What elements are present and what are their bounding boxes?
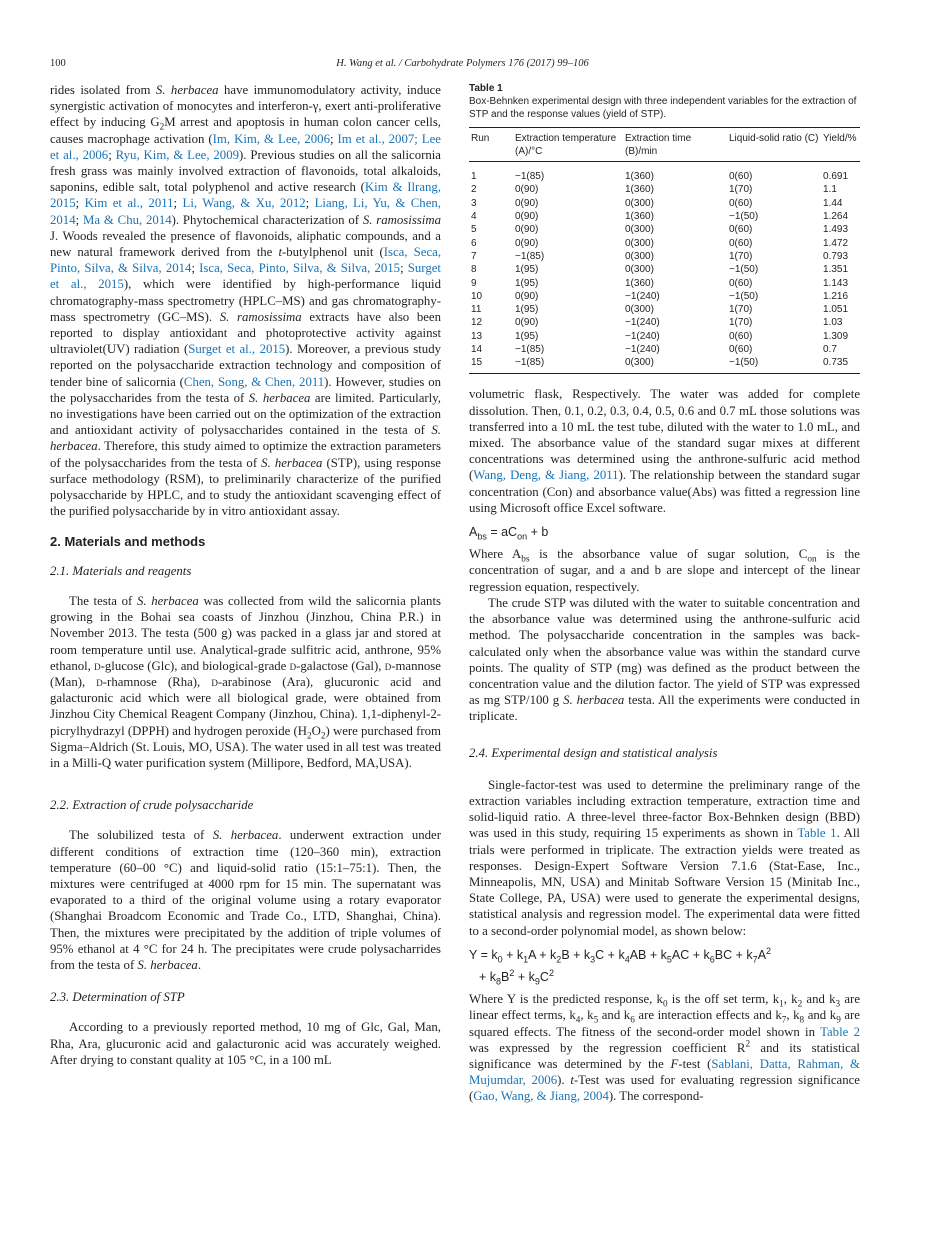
- cell-temperature: 0(90): [515, 211, 539, 223]
- equation-polynomial: [469, 947, 860, 985]
- cell-ratio: −1(50): [729, 211, 759, 223]
- cell-ratio: 0(60): [729, 224, 753, 236]
- equation-2-explanation: Where Y is the predicted response, $k_0$ is the off set term, $k_1$, $k_2$ and $k_3$ are linear effect terms, $k_4$, $k_5$ and $k_6$ are interaction effects and $k_7$, $k_8$ and $k_9$ are squared effects. The fitness of the second-order model shown in Table 2 was expressed by the regression coefficient $R^2$ and its statistical significance was determined by the F-test (Sablani, Datta, Rahman, & Mujumdar, 2006). t-Test was used for evaluating regression significance (Gao, Wang, & Jiang, 2004). The correspond-: [469, 992, 860, 1104]
- table-row: [469, 210, 860, 223]
- running-head: H. Wang et al. / Carbohydrate Polymers 176 (2017) 99–106: [336, 58, 589, 69]
- header-ratio: Liquid-solid ratio (C): [729, 133, 819, 144]
- cell-run: 11: [471, 304, 482, 316]
- cell-yield: 1.309: [823, 330, 849, 342]
- cell-yield: 0.735: [823, 357, 849, 369]
- cell-ratio: 0(60): [729, 344, 753, 355]
- cell-ratio: 0(60): [729, 237, 753, 249]
- cell-ratio: −1(50): [729, 264, 759, 276]
- cell-yield: 1.264: [823, 211, 849, 223]
- determination-paragraph: According to a previously reported method, 10 mg of Glc, Gal, Man, Rha, Ara, glucuronic acid and galacturonic acid was accurately weighed. After drying to constant quality at 105 °C, in a 100 mL: [50, 1020, 441, 1067]
- table-row: [469, 290, 860, 303]
- cell-temperature: 0(90): [515, 290, 539, 302]
- cell-run: 7: [471, 250, 477, 262]
- table-row: [469, 276, 860, 289]
- cell-time: 1(360): [625, 277, 654, 289]
- cell-temperature: 1(95): [515, 277, 539, 289]
- header-temperature: Extraction temperature (A)/°C: [515, 133, 617, 157]
- cell-yield: 1.472: [823, 237, 849, 249]
- section-2-1-heading: 2.1. Materials and reagents: [50, 563, 192, 578]
- cell-time: 1(360): [625, 171, 654, 183]
- cell-time: 0(300): [625, 224, 654, 236]
- cell-time: 0(300): [625, 237, 654, 249]
- cell-temperature: −1(85): [515, 250, 545, 262]
- cell-ratio: 0(60): [729, 277, 753, 289]
- cell-temperature: 1(95): [515, 264, 539, 276]
- cell-time: −1(240): [625, 344, 660, 355]
- equation-line-1: $Y = k_0 + k_1A + k_2B + k_3C + k_4AB + k_5AC + k_6BC + k_7A^2$: [469, 945, 772, 965]
- cell-temperature: 0(90): [515, 184, 539, 196]
- cell-ratio: 0(60): [729, 171, 753, 183]
- equation-absorbance: $A_{bs} = aC_{on} + b$: [469, 525, 549, 542]
- table-row: [469, 316, 860, 329]
- table-row: [469, 356, 860, 374]
- cell-run: 10: [471, 290, 483, 302]
- header-yield: Yield/%: [823, 133, 857, 144]
- cell-temperature: −1(85): [515, 344, 545, 355]
- page-number: 100: [50, 58, 66, 69]
- section-2-2-heading: 2.2. Extraction of crude polysaccharide: [50, 798, 254, 813]
- table-1: [469, 82, 860, 374]
- materials-paragraph: The testa of S. herbacea was collected from wild the salicornia plants growing in the Bohai sea coasts of Jinzhou (Jinzhou, China P.R.) in November 2013. The testa (500 g) was packed in a glass jar and stored at room temperature until use. Analytical-grade sulfitric acid, anthrone, 95% ethanol, d-glucose (Glc), and biological-grade d-galactose (Gal), d-mannose (Man), d-rhamnose (Rha), d-arabinose (Ara), glucuronic acid and galacturonic acid which were all biological grade, were obtained from Jinzhou City Chemical Reagent Company (Jinzhou, China). 1,1-diphenyl-2-picrylhydrazyl (DPPH) and hydrogen peroxide $(H_2O_2)$ were purchased from Sigma–Aldrich (St. Louis, MO, USA). The water used in all test was treated in a Milli-Q water purification system (Millipore, Bedford, MA,USA).: [50, 593, 441, 770]
- cell-yield: 1.051: [823, 304, 849, 316]
- intro-paragraph: rides isolated from S. herbacea have immunomodulatory activity, induce synergistic activation of monocytes and interferon-γ, exert anti-proliferative effect by inducing $G_2M$ arrest and apoptosis in human colon cancer cells, causes macrophage activation (Im, Kim, & Lee, 2006; Im et al., 2007; Lee et al., 2006; Ryu, Kim, & Lee, 2009). Previous studies on all the salicornia fresh grass was mainly involved extraction of flavonoids, total alkaloids, saponins, edible salt, total polyphenol and active research (Kim & Ilrang, 2015; Kim et al., 2011; Li, Wang, & Xu, 2012; Liang, Li, Yu, & Chen, 2014; Ma & Chu, 2014). Phytochemical characterization of S. ramosissima J. Woods revealed the presence of flavonoids, aliphatic compounds, and a new natural framework derived from the t-butylphenol unit (Isca, Seca, Pinto, Silva, & Silva, 2014; Isca, Seca, Pinto, Silva, & Silva, 2015; Surget et al., 2015), which were identified by high-performance liquid chromatography-mass spectrometry (HPLC–MS) and gas chromatography-mass spectrometry (GC–MS). S. ramosissima extracts have also been reported to display antioxidant and photoprotective activity against ultraviolet(UV) radiation (Surget et al., 2015). Moreover, a previous study reported on the polysaccharide extraction technology and composition of tender bine of salicornia (Chen, Song, & Chen, 2011). However, studies on the polysaccharides from the testa of S. herbacea are limited. Particularly, no investigations have been carried out on the optimization of the extraction and antioxidant activity of polysaccharides contained in the testa of S. herbacea. Therefore, this study aimed to optimize the extraction parameters of the polysaccharides from the testa of S. herbacea (STP), using response surface methodology (RSM), to preliminarily characterize of the purified polysaccharide by HPLC, and to study the antioxidant scavenging effect of the purified polysaccharide by in vitro antioxidant assay.: [50, 83, 442, 519]
- section-2-3-heading: 2.3. Determination of STP: [50, 990, 185, 1005]
- cell-run: 4: [471, 211, 477, 223]
- table-body: [469, 162, 860, 374]
- cell-ratio: 1(70): [729, 317, 753, 329]
- cell-ratio: 0(60): [729, 330, 753, 342]
- cell-time: 1(360): [625, 211, 654, 223]
- cell-ratio: 1(70): [729, 184, 753, 196]
- cell-run: 15: [471, 357, 483, 369]
- standard-curve-paragraph: volumetric flask, Respectively. The water was added for complete dissolution. Then, 0.1, 0.2, 0.3, 0.4, 0.5, 0.6 and 0.7 mL those solutions was transferred into a 10 mL the test tube, diluted with the water to 1.0 mL, and mixed. The absorbance value of the standard sugar mixes at different concentrations was determined using the anthrone-sulfuric acid method (Wang, Deng, & Jiang, 2011). The relationship between the standard sugar concentration (Con) and absorbance value(Abs) was fitted a regression line using Microsoft office Excel software.: [469, 387, 860, 515]
- table-label: Table 1: [469, 83, 503, 94]
- cell-time: 0(300): [625, 304, 654, 316]
- cell-temperature: 0(90): [515, 317, 539, 329]
- cell-ratio: −1(50): [729, 290, 759, 302]
- cell-yield: 1.351: [823, 264, 849, 276]
- cell-yield: 1.1: [823, 184, 837, 196]
- left-column: [50, 82, 441, 1068]
- cell-temperature: 1(95): [515, 330, 539, 342]
- cell-yield: 1.44: [823, 197, 843, 209]
- table-caption: Box-Behnken experimental design with three independent variables for the extraction of STP and the response values (yield of STP).: [469, 96, 857, 120]
- cell-time: 0(300): [625, 197, 654, 209]
- cell-temperature: −1(85): [515, 171, 545, 183]
- section-2-heading: 2. Materials and methods: [50, 534, 206, 550]
- cell-yield: 1.216: [823, 290, 849, 302]
- cell-ratio: 1(70): [729, 250, 753, 262]
- table-row: [469, 263, 860, 276]
- cell-run: 13: [471, 330, 483, 342]
- cell-run: 5: [471, 224, 477, 236]
- cell-run: 14: [471, 344, 483, 355]
- cell-temperature: 0(90): [515, 237, 539, 249]
- table-row: [469, 223, 860, 236]
- crude-stp-paragraph: The crude STP was diluted with the water to suitable concentration and the absorbance value was determined using the anthrone-sulfuric acid method. The polysaccharide concentration in the samples was back-calculated only when the absorbance value was within the standard curve points. The quality of STP (mg) was defined as the product between the concentration value and the dilution factor. The yield of STP was expressed as mg STP/100 g S. herbacea testa. All the experiments were conducted in triplicate.: [469, 595, 860, 724]
- header-run: Run: [471, 133, 490, 144]
- table-row: [469, 162, 860, 184]
- cell-run: 3: [471, 197, 477, 209]
- cell-yield: 0.691: [823, 171, 849, 183]
- table-row: [469, 250, 860, 263]
- cell-yield: 1.143: [823, 277, 849, 289]
- cell-time: −1(240): [625, 317, 660, 329]
- cell-yield: 1.03: [823, 317, 843, 329]
- cell-yield: 0.7: [823, 344, 837, 355]
- cell-yield: 0.793: [823, 250, 849, 262]
- cell-ratio: 0(60): [729, 197, 753, 209]
- cell-time: −1(240): [625, 330, 660, 342]
- box-behnken-table: [469, 127, 860, 374]
- cell-run: 12: [471, 317, 483, 329]
- cell-ratio: 1(70): [729, 304, 753, 316]
- cell-temperature: −1(85): [515, 357, 545, 369]
- header-time: Extraction time (B)/min: [625, 133, 692, 157]
- extraction-paragraph: The solubilized testa of S. herbacea. underwent extraction under different conditions of extraction time (120–360 min), extraction temperature (60–00 °C) and liquid-solid ratio (15:1–75:1). Then, the mixtures were centrifuged at 4000 rpm for 15 min. The supernatant was evaporated to a third of the original volume using a rotary evaporator (Shanghai Broadcom Economic and Trade Co., LTD, Shanghai, China). Then, the mixtures were precipitated by the addition of triple volumes of 95% ethanol at 4 °C for 24 h. The precipitates were crude polysacharrides from the testa of S. herbacea.: [50, 828, 441, 972]
- cell-time: 0(300): [625, 357, 654, 369]
- cell-run: 2: [471, 184, 477, 196]
- cell-time: 0(300): [625, 264, 654, 276]
- cell-ratio: −1(50): [729, 357, 759, 369]
- cell-time: 0(300): [625, 250, 654, 262]
- table-row: [469, 343, 860, 356]
- equation-1-explanation: Where $A_{bs}$ is the absorbance value of sugar solution, $C_{on}$ is the concentration of sugar, and a and b are slope and intercept of the linear regression equation, respectively.: [469, 547, 860, 594]
- table-row: [469, 236, 860, 249]
- table-row: [469, 330, 860, 343]
- section-2-4-heading: 2.4. Experimental design and statistical analysis: [469, 745, 718, 760]
- cell-time: −1(240): [625, 290, 660, 302]
- cell-run: 8: [471, 264, 477, 276]
- design-paragraph: Single-factor-test was used to determine the preliminary range of the extraction variables including extraction temperature, extraction time and solid-liquid ratio. A three-level three-factor Box-Behnken design (BBD) was used in this study, requiring 15 experiments as shown in Table 1. All trials were performed in triplicate. The extraction yields were treated as responses. Design-Expert Software Version 7.1.6 (Stat-Ease, Inc., Minneapolis, MN, USA) and Minitab Software Version 15 (Minitab Inc., State College, PA, USA) were used to generate the experimental designs, statistical analysis and regression model. The experimental data were fitted to a second-order polynomial model, as shown below:: [469, 777, 860, 938]
- cell-yield: 1.493: [823, 224, 849, 236]
- cell-temperature: 0(90): [515, 197, 539, 209]
- table-row: [469, 183, 860, 196]
- cell-run: 6: [471, 237, 477, 249]
- right-column: [469, 82, 860, 1105]
- table-header-row: [469, 128, 860, 162]
- cell-run: 1: [471, 171, 477, 183]
- cell-time: 1(360): [625, 184, 654, 196]
- equation-line-2: + $k_8B^2 + k_9C^2$: [479, 967, 554, 987]
- cell-run: 9: [471, 277, 477, 289]
- table-row: [469, 303, 860, 316]
- cell-temperature: 0(90): [515, 224, 539, 236]
- table-row: [469, 197, 860, 210]
- cell-temperature: 1(95): [515, 304, 539, 316]
